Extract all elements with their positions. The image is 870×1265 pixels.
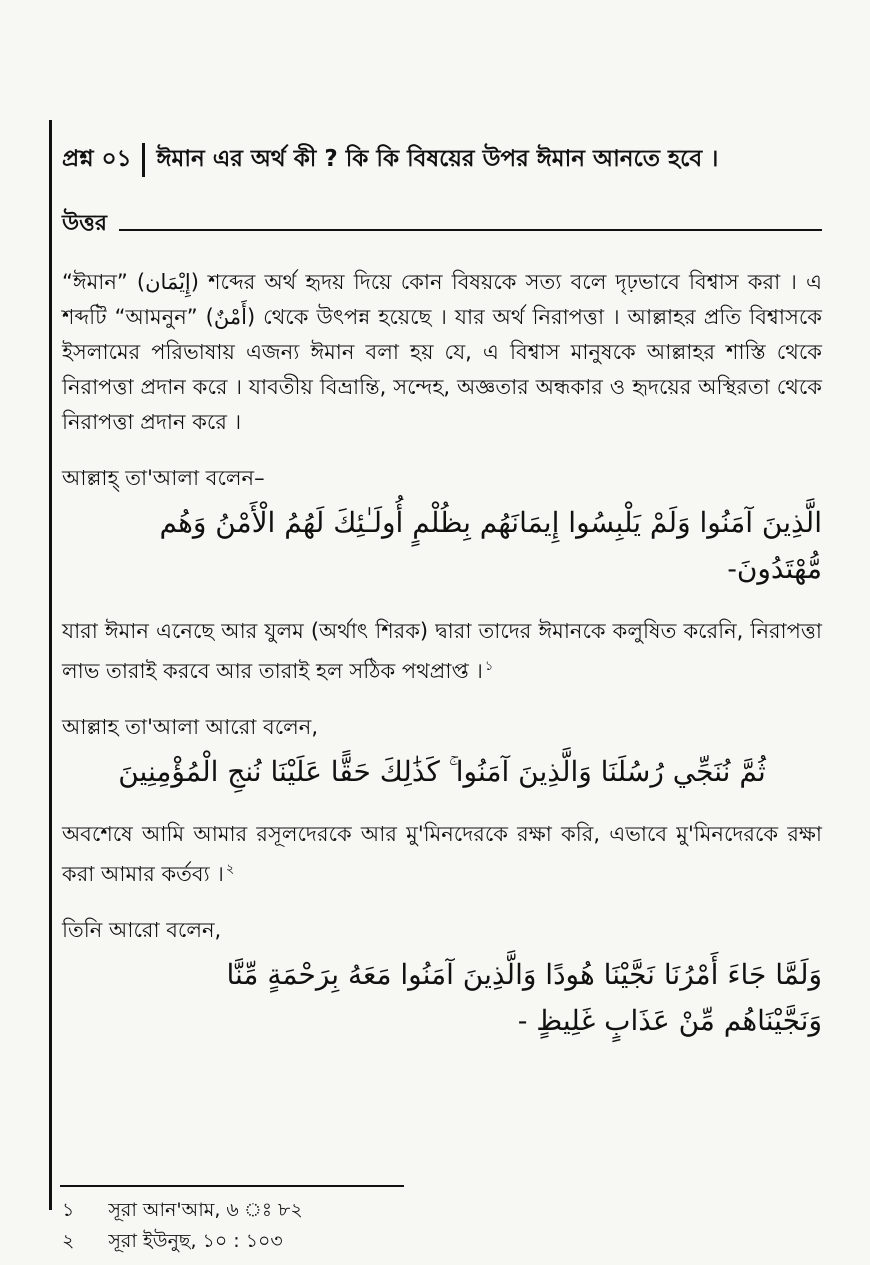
- translation-text: অবশেষে আমি আমার রসূলদেরকে আর মু'মিনদেরকে রক্ষা করি, এভাবে মু'মিনদেরকে রক্ষা করা আমার কর্তব্য ।: [62, 822, 822, 886]
- arabic-line: الَّذِينَ آمَنُوا وَلَمْ يَلْبِسُوا إِيمَانَهُم بِظُلْمٍ أُولَـٰئِكَ لَهُمُ الْأَمْنُ وَهُم: [159, 506, 822, 539]
- quote2-intro: আল্লাহ তা'আলা আরো বলেন,: [62, 715, 318, 739]
- answer-label: উত্তর: [62, 211, 107, 236]
- page-content: [62, 140, 822, 1044]
- answer-underline: [119, 229, 822, 231]
- footnote-number: ১: [62, 1199, 75, 1221]
- footnotes: [62, 1195, 303, 1257]
- question-label: প্রশ্ন ০১: [62, 146, 132, 172]
- quote2-translation: [62, 817, 822, 892]
- footnote-text: সূরা ইউনুছ, ১০ : ১০৩: [108, 1230, 283, 1252]
- footnote-text: সূরা আন'আম, ৬ ঃ ৮২: [108, 1199, 303, 1221]
- footnote-ref: ২: [225, 862, 235, 877]
- quote2-arabic: [62, 749, 822, 795]
- footnote-separator: [60, 1185, 404, 1187]
- answer-heading: [62, 206, 822, 243]
- arabic-line: ثُمَّ نُنَجِّي رُسُلَنَا وَالَّذِينَ آمَنُوا ۚ كَذَٰلِكَ حَقًّا عَلَيْنَا نُنجِ الْمُؤْمِنِينَ: [118, 755, 766, 788]
- arabic-line: مُّهْتَدُونَ-: [727, 552, 822, 585]
- footnote-ref: ১: [484, 659, 494, 674]
- arabic-line: وَلَمَّا جَاءَ أَمْرُنَا نَجَّيْنَا هُودًا وَالَّذِينَ آمَنُوا مَعَهُ بِرَحْمَةٍ مِّنَّا: [226, 958, 822, 991]
- question-heading: [62, 140, 822, 178]
- question-text: ঈমান এর অর্থ কী ? কি কি বিষয়ের উপর ঈমান আনতে হবে ।: [156, 146, 719, 172]
- quote1-arabic: [62, 500, 822, 592]
- arabic-line: وَنَجَّيْنَاهُم مِّنْ عَذَابٍ غَلِيظٍ -: [517, 1004, 822, 1037]
- translation-text: যারা ঈমান এনেছে আর যুলম (অর্থাৎ শিরক) দ্বারা তাদের ঈমানকে কলুষিত করেনি, নিরাপত্তা লাভ তারাই করবে আর তারাই হল সঠিক পথপ্রাপ্ত ।: [62, 619, 822, 683]
- footnote-item: [62, 1226, 303, 1257]
- definition-paragraph: “ঈমান” (إِيْمَان) শব্দের অর্থ হৃদয় দিয়ে কোন বিষয়কে সত্য বলে দৃঢ়ভাবে বিশ্বাস করা । এ শব্দটি “আমনুন” (أَمْنٌ) থেকে উৎপন্ন হয়েছে । যার অর্থ নিরাপত্তা । আল্লাহর প্রতি বিশ্বাসকে ইসলামের পরিভাষায় এজন্য ঈমান বলা হয় যে, এ বিশ্বাস মানুষকে আল্লাহর শাস্তি থেকে নিরাপত্তা প্রদান করে । যাবতীয় বিভ্রান্তি, সন্দেহ, অজ্ঞতার অন্ধকার ও হৃদয়ের অস্থিরতা থেকে নিরাপত্তা প্রদান করে ।: [62, 270, 823, 434]
- footnote-number: ২: [62, 1230, 75, 1252]
- quote1-translation: [62, 614, 822, 689]
- footnote-item: [62, 1195, 303, 1226]
- quote1-intro: আল্লাহ্ তা'আলা বলেন–: [62, 466, 265, 490]
- question-divider: [142, 143, 145, 177]
- quote3-intro: তিনি আরো বলেন,: [62, 918, 222, 942]
- quote3-arabic: [62, 952, 822, 1044]
- left-margin-rule: [49, 120, 52, 1210]
